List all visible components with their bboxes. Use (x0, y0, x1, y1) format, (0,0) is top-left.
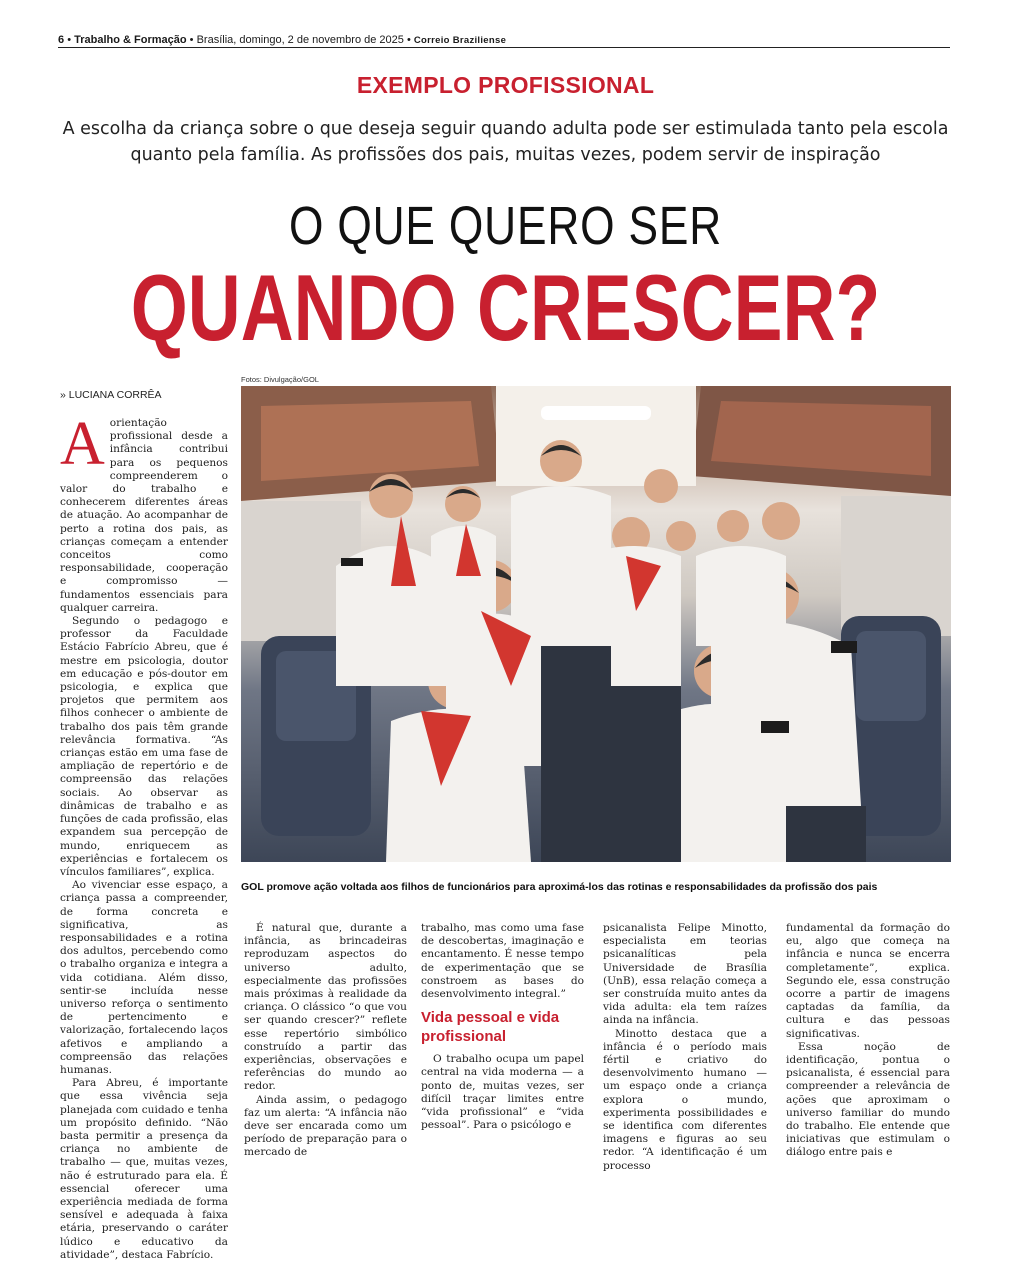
kicker: EXEMPLO PROFISSIONAL (356, 72, 655, 98)
paragraph: Ao vivenciar esse espaço, a criança passa a compreender, de forma concreta e significativa, as responsabilidades e a rotina dos adultos, percebendo como o trabalho organiza e integra a vida cotidiana. Além disso, sentir-se incluída nesse universo reforça o sentimento de pertencimento e valorização, fortalecendo laços afetivos e ampliando a compreensão das relações humanas. (60, 879, 228, 1076)
paragraph: trabalho, mas como uma fase de descobertas, imaginação e encantamento. É nesse tempo de experimentação que se constroem as bases do desenvolvimento integral.” (421, 922, 584, 1001)
photo-credit: Fotos: Divulgação/GOL (241, 375, 319, 384)
intertitle: Vida pessoal e vida profissional (421, 1009, 560, 1046)
byline: » LUCIANA CORRÊA (60, 389, 162, 401)
photo-illustration (241, 386, 951, 862)
paragraph: Aorientação profissional desde a infância contribui para os pequenos compreenderem o valor do trabalho e conhecerem diferentes áreas de atuação. Ao acompanhar de perto a rotina dos pais, as crianças começam a entender conceitos como responsabilidade, cooperação e compromisso — fundamentos essenciais para qualquer carreira. (60, 410, 228, 614)
article-column-1 (60, 410, 228, 1261)
paragraph: Ainda assim, o pedagogo faz um alerta: “A infância não deve ser encarada como um período de preparação para o mercado de (244, 1093, 407, 1159)
article-column-4 (603, 922, 767, 1172)
dateline: Brasília, domingo, 2 de novembro de 2025 (196, 34, 404, 46)
paragraph: O trabalho ocupa um papel central na vida moderna — a ponto de, muitas vezes, ser difícil traçar limites entre “vida profissional” e “vida pessoal”. Para o psicólogo e (421, 1053, 584, 1132)
newspaper-name: Correio Braziliense (413, 35, 507, 46)
cabin-group-photo (241, 386, 951, 862)
paragraph: psicanalista Felipe Minotto, especialista em teorias psicanalíticas pela Universidade de Brasília (UnB), essa relação começa a ser construída muito antes da vida adulta: ela tem raízes ainda na infância. (603, 922, 767, 1027)
headline-line-1: O QUE QUERO SER (288, 196, 723, 256)
article-column-3 (421, 922, 584, 1132)
page-number: 6 (58, 34, 65, 46)
paragraph: É natural que, durante a infância, as brincadeiras reproduzam aspectos do universo adulto, especialmente das profissões mais próximas à realidade da criança. O clássico “o que vou ser quando crescer?” reflete esse repertório simbólico construído a partir das experiências, observações e referências do mundo ao redor. (244, 922, 407, 1093)
paragraph: fundamental da formação do eu, algo que começa na infância e nunca se encerra completamente”, explica. Segundo ele, essa construção ocorre a partir de imagens captadas da família, da cultura e das pessoas significativas. (786, 922, 950, 1040)
article-column-2 (244, 922, 407, 1159)
dropcap: A (60, 410, 105, 478)
headline-line-2: QUANDO CRESCER? (130, 255, 881, 360)
paragraph: Para Abreu, é importante que essa vivência seja planejada com cuidado e tenha um propósito definido. “Não basta permitir a presença da criança no ambiente de trabalho — que, muitas vezes, não é estruturado para ela. É essencial oferecer uma experiência mediada de forma sensível e adequada à faixa etária, preservando o caráter lúdico e educativo da atividade”, destaca Fabrício. (60, 1077, 228, 1261)
subhead: A escolha da criança sobre o que deseja seguir quando adulta pode ser estimulada tanto pela escola quanto pela família. As profissões dos pais, muitas vezes, podem servir de inspiração (62, 119, 949, 165)
photo-caption: GOL promove ação voltada aos filhos de funcionários para aproximá-los das rotinas e responsabilidades da profissão dos pais (241, 881, 878, 893)
paragraph: Essa noção de identificação, pontua o psicanalista, é essencial para compreender a relevância de ações que aproximam o universo familiar do mundo do trabalho. Ele entende que iniciativas que estimulam o diálogo entre pais e (786, 1040, 950, 1159)
paragraph: Minotto destaca que a infância é o período mais fértil e criativo do desenvolvimento humano — um espaço onde a criança explora o mundo, experimenta possibilidades e se identifica com diferentes imagens e figuras ao seu redor. “A identificação é um processo (603, 1027, 767, 1172)
page-header: 6 • Trabalho & Formação • Brasília, domingo, 2 de novembro de 2025 • Correio Braziliense (58, 32, 950, 48)
article-column-5 (786, 922, 950, 1159)
paragraph: Segundo o pedagogo e professor da Faculdade Estácio Fabrício Abreu, que é mestre em psicologia, doutor em educação e pós-doutor em psicologia, e explica que projetos que permitem aos filhos conhecer o ambiente de trabalho dos pais têm grande relevância formativa. “As crianças estão em uma fase de ampliação de repertório e de compreensão das relações sociais. Ao observar as dinâmicas de trabalho e as funções de cada profissão, elas expandem sua percepção de mundo, enriquecem as experiências e fortalecem os vínculos familiares”, explica. (60, 615, 228, 878)
section-name: Trabalho & Formação (74, 34, 187, 46)
